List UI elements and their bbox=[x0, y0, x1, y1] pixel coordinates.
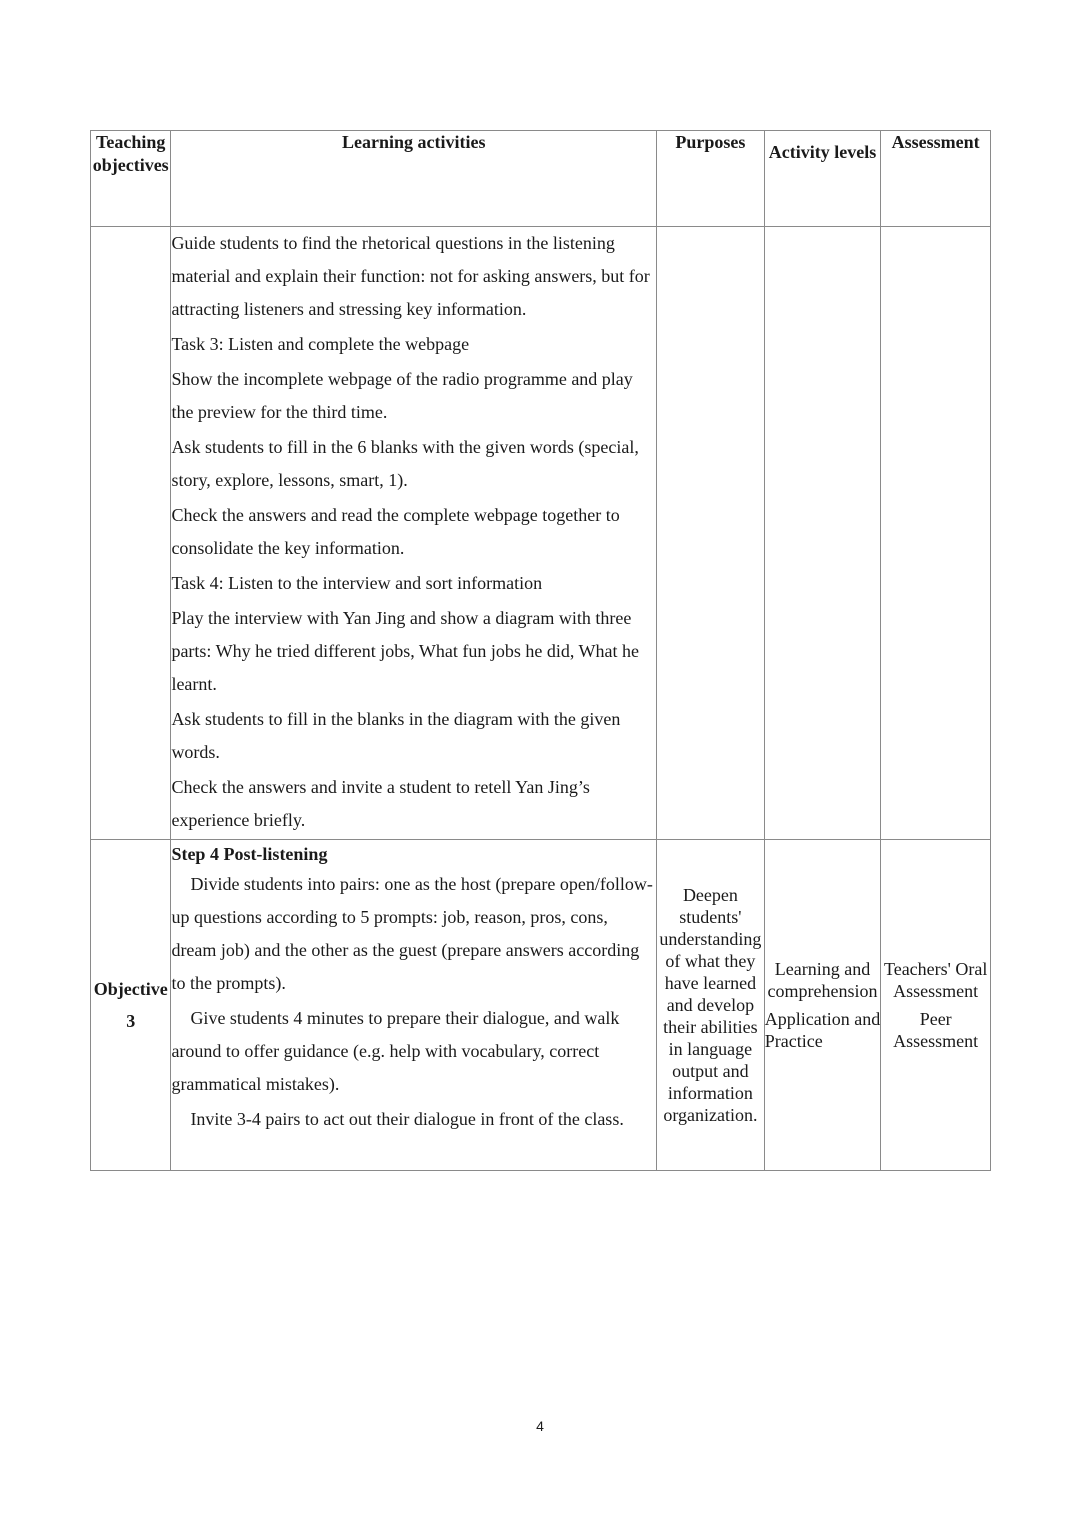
header-assessment: Assessment bbox=[881, 131, 991, 227]
objective-cell-empty bbox=[91, 227, 171, 840]
activity-paragraph: Ask students to fill in the blanks in the diagram with the given words. bbox=[171, 709, 621, 762]
activity-paragraph: Task 4: Listen to the interview and sort information bbox=[171, 573, 543, 593]
activities-cell bbox=[171, 227, 657, 840]
table-row bbox=[91, 840, 991, 1171]
purpose-cell-empty bbox=[657, 227, 765, 840]
activity-level: Application and Practice bbox=[764, 1009, 881, 1051]
activity-paragraph: Divide students into pairs: one as the host (prepare open/follow-up questions according to 5 prompts: job, reason, pros, cons, dream job) and the other as the guest (prepare answers according to the prompts). bbox=[171, 874, 653, 993]
activity-paragraph: Show the incomplete webpage of the radio programme and play the preview for the third time. bbox=[171, 369, 633, 422]
activity-level: Learning and comprehension bbox=[767, 959, 878, 1001]
activity-paragraph: Play the interview with Yan Jing and show a diagram with three parts: Why he tried different jobs, What fun jobs he did, What he learnt. bbox=[171, 608, 639, 694]
activity-paragraph: Check the answers and read the complete webpage together to consolidate the key information. bbox=[171, 505, 620, 558]
assessment-item: Teachers' Oral Assessment bbox=[883, 959, 988, 1001]
activity-paragraph: Check the answers and invite a student to retell Yan Jing’s experience briefly. bbox=[171, 777, 590, 830]
assessment-item: Peer Assessment bbox=[893, 1009, 979, 1051]
activity-paragraph: Invite 3-4 pairs to act out their dialogue in front of the class. bbox=[190, 1109, 624, 1129]
header-activity-levels: Activity levels bbox=[764, 131, 881, 227]
levels-cell-empty bbox=[764, 227, 881, 840]
table-header-row bbox=[91, 131, 991, 227]
objective-label: Objective 3 bbox=[91, 840, 171, 1171]
header-teaching-objectives: Teaching objectives bbox=[91, 131, 171, 227]
header-purposes: Purposes bbox=[657, 131, 765, 227]
lesson-plan-table bbox=[90, 130, 991, 1171]
page-number: 4 bbox=[536, 1418, 544, 1434]
purpose-cell: Deepen students' understanding of what they have learned and develop their abilities in language output and information organization. bbox=[657, 840, 765, 1171]
assessment-cell bbox=[881, 840, 991, 1171]
step-title: Step 4 Post-listening bbox=[171, 844, 328, 864]
activity-paragraph: Guide students to find the rhetorical questions in the listening material and explain their function: not for asking answers, but for attracting listeners and stressing key information. bbox=[171, 233, 650, 319]
activity-paragraph: Task 3: Listen and complete the webpage bbox=[171, 334, 470, 354]
assessment-cell-empty bbox=[881, 227, 991, 840]
activity-paragraph: Ask students to fill in the 6 blanks with the given words (special, story, explore, lessons, smart, 1). bbox=[171, 437, 639, 490]
activity-levels-cell bbox=[764, 840, 881, 1171]
activity-paragraph: Give students 4 minutes to prepare their dialogue, and walk around to offer guidance (e.g. help with vocabulary, correct grammatical mistakes). bbox=[171, 1008, 620, 1094]
table-row bbox=[91, 227, 991, 840]
activities-cell bbox=[171, 840, 657, 1171]
header-learning-activities: Learning activities bbox=[171, 131, 657, 227]
